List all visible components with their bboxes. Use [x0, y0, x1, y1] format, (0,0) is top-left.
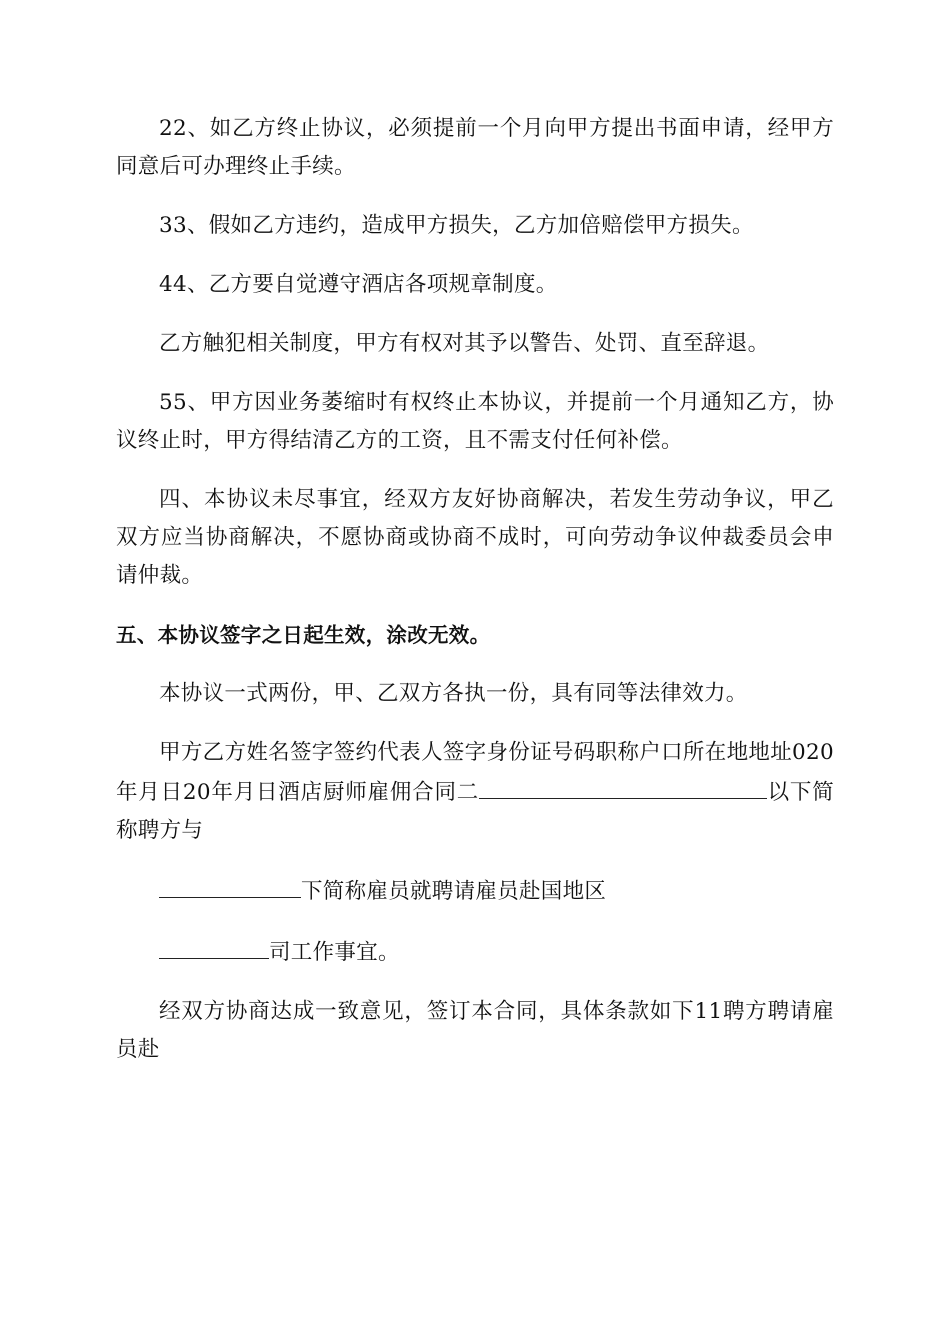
clause-four: 四、本协议未尽事宜，经双方友好协商解决，若发生劳动争议，甲乙双方应当协商解决，不愿协商或协商不成时，可向劳动争议仲裁委员会申请仲裁。 [116, 487, 834, 588]
clause-44: 44、乙方要自觉遵守酒店各项规章制度。 [159, 272, 558, 297]
copies-statement: 本协议一式两份，甲、乙双方各执一份，具有同等法律效力。 [159, 681, 748, 706]
clause-five-heading: 五、本协议签字之日起生效，涂改无效。 [116, 623, 491, 647]
blank-line [159, 932, 269, 959]
clause-44-continued: 乙方触犯相关制度，甲方有权对其予以警告、处罚、直至辞退。 [159, 331, 770, 356]
company-line [116, 932, 834, 972]
employee-text: 下简称雇员就聘请雇员赴国地区 [301, 879, 607, 904]
contract-party-text: 以下简称聘方与 [116, 780, 834, 843]
blank-line [159, 871, 301, 898]
employee-line [116, 871, 834, 911]
agreement-intro: 经双方协商达成一致意见，签订本合同，具体条款如下11聘方聘请雇员赴 [116, 999, 834, 1062]
signature-block-text [116, 734, 834, 850]
clause-33: 33、假如乙方违约，造成甲方损失，乙方加倍赔偿甲方损失。 [159, 213, 754, 238]
company-text: 司工作事宜。 [269, 940, 400, 965]
document-page [116, 110, 834, 1090]
clause-55: 55、甲方因业务萎缩时有权终止本协议，并提前一个月通知乙方，协议终止时，甲方得结清乙方的工资，且不需支付任何补偿。 [116, 390, 834, 453]
signature-fields-text: 甲方乙方姓名签字签约代表人签字身份证号码职称户口所在地地址020年月日20年月日酒店厨师雇佣合同二 [116, 740, 834, 805]
clause-22: 22、如乙方终止协议，必须提前一个月向甲方提出书面申请，经甲方同意后可办理终止手续。 [116, 116, 834, 179]
blank-line [479, 772, 767, 799]
